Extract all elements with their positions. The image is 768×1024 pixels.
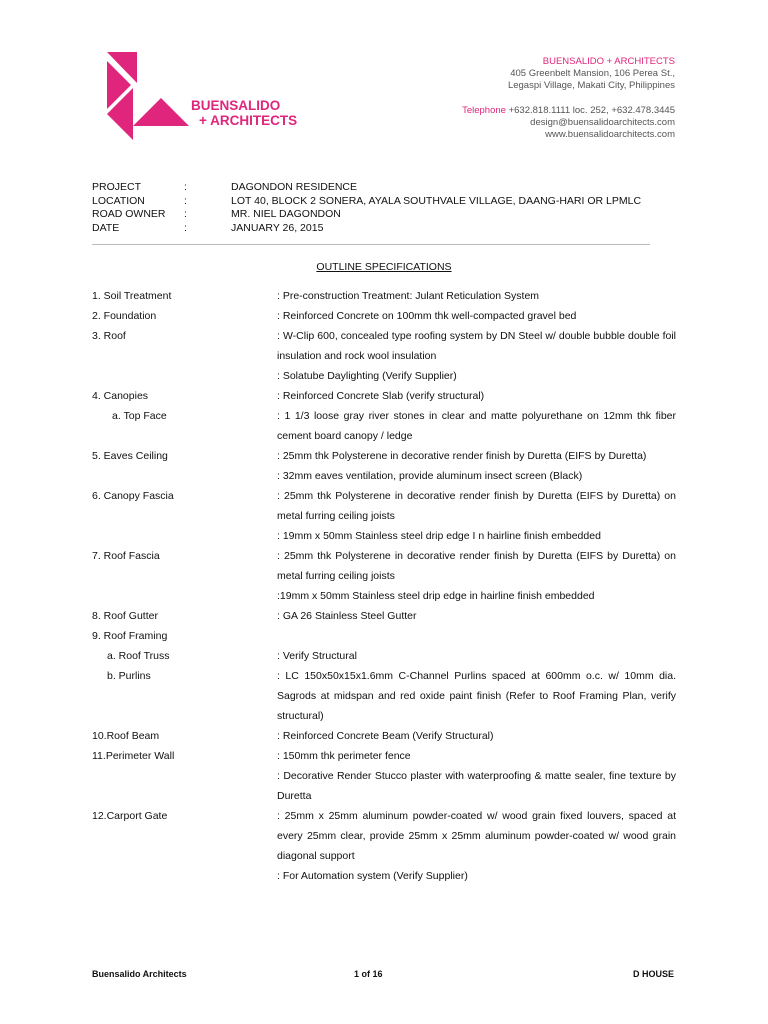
spec-label: a. Top Face (112, 410, 167, 422)
spec-desc: : For Automation system (Verify Supplier) (277, 870, 468, 882)
spec-row (92, 866, 676, 886)
firm-address-line1: 405 Greenbelt Mansion, 106 Perea St., (510, 68, 675, 80)
spec-desc: : 19mm x 50mm Stainless steel drip edge I n hairline finish embedded (277, 530, 601, 542)
spec-label: 10.Roof Beam (92, 730, 160, 742)
info-key: LOCATION (92, 194, 145, 207)
logo-text-line2: + ARCHITECTS (199, 113, 298, 128)
spec-label: a. Roof Truss (107, 650, 170, 662)
firm-address-line2: Legaspi Village, Makati City, Philippines (507, 80, 675, 92)
logo-text-line1: BUENSALIDO (191, 98, 281, 113)
spec-row (92, 666, 676, 726)
firm-telephone (355, 105, 675, 117)
spec-row (92, 586, 676, 606)
info-colon: : (184, 221, 187, 234)
firm-website[interactable]: www.buensalidoarchitects.com (545, 129, 675, 141)
spec-row (92, 286, 676, 306)
spec-label: 7. Roof Fascia (92, 550, 160, 562)
spec-row (92, 306, 676, 326)
info-colon: : (184, 194, 187, 207)
spec-label: b. Purlins (107, 670, 151, 682)
company-logo (107, 52, 307, 144)
spec-label: 5. Eaves Ceiling (92, 450, 168, 462)
divider (92, 244, 650, 245)
spec-row (92, 606, 676, 626)
spec-desc: : 25mm thk Polysterene in decorative render finish by Duretta (EIFS by Duretta) on metal furring ceiling joists (277, 550, 676, 582)
telephone-number: +632.818.1111 loc. 252, +632.478.3445 (508, 104, 675, 116)
spec-title: OUTLINE SPECIFICATIONS (316, 261, 452, 273)
spec-label: 9. Roof Framing (92, 630, 168, 642)
info-value: LOT 40, BLOCK 2 SONERA, AYALA SOUTHVALE VILLAGE, DAANG-HARI OR LPMLC (231, 194, 642, 207)
spec-desc: : 32mm eaves ventilation, provide aluminum insect screen (Black) (277, 470, 583, 482)
spec-row (92, 766, 676, 806)
spec-row (92, 526, 676, 546)
spec-desc: : 25mm x 25mm aluminum powder-coated w/ wood grain fixed louvers, spaced at every 25mm clear, provide 25mm x 25mm aluminum powder-coated w/ wood grain diagonal support (277, 810, 676, 862)
spec-desc: : 25mm thk Polysterene in decorative render finish by Duretta (EIFS by Duretta) on metal furring ceiling joists (277, 490, 676, 522)
spec-label: 11.Perimeter Wall (92, 750, 175, 762)
spec-desc: : W-Clip 600, concealed type roofing system by DN Steel w/ double bubble double foil insulation and rock wool insulation (277, 330, 676, 362)
spec-row (92, 626, 676, 646)
spec-desc: :19mm x 50mm Stainless steel drip edge in hairline finish embedded (277, 590, 595, 602)
spec-desc: : Reinforced Concrete Beam (Verify Structural) (277, 730, 494, 742)
spec-row (92, 326, 676, 366)
spec-desc: : 150mm thk perimeter fence (277, 750, 411, 762)
info-key: PROJECT (92, 181, 142, 193)
footer-page-number: 1 of 16 (354, 969, 383, 979)
firm-name: BUENSALIDO + ARCHITECTS (542, 56, 675, 67)
footer-left: Buensalido Architects (92, 969, 187, 979)
spec-desc: : 1 1/3 loose gray river stones in clear and matte polyurethane on 12mm thk fiber cement board canopy / ledge (277, 410, 676, 442)
spec-label: 4. Canopies (92, 390, 149, 402)
spec-desc: : GA 26 Stainless Steel Gutter (277, 610, 417, 622)
spec-row (92, 546, 676, 586)
spec-desc: : 25mm thk Polysterene in decorative render finish by Duretta (EIFS by Duretta) (277, 450, 647, 462)
spec-desc: : Reinforced Concrete on 100mm thk well-compacted gravel bed (277, 310, 577, 322)
spec-row (92, 746, 676, 766)
firm-email[interactable]: design@buensalidoarchitects.com (530, 116, 675, 128)
spec-row (92, 726, 676, 746)
spec-desc: : Decorative Render Stucco plaster with waterproofing & matte sealer, fine texture by Duretta (277, 770, 676, 802)
spec-label: 12.Carport Gate (92, 810, 168, 822)
spec-row (92, 806, 676, 866)
spec-label: 2. Foundation (92, 310, 157, 322)
info-key: ROAD OWNER (92, 208, 166, 220)
spec-row (92, 446, 676, 466)
firm-contact-block (355, 56, 675, 141)
spec-row (92, 466, 676, 486)
spec-desc: : Reinforced Concrete Slab (verify structural) (277, 390, 485, 402)
spec-row (92, 366, 676, 386)
info-colon: : (184, 181, 187, 193)
spec-desc: : Verify Structural (277, 650, 357, 662)
info-colon: : (184, 208, 187, 220)
spec-row (92, 486, 676, 526)
info-value: DAGONDON RESIDENCE (231, 181, 358, 193)
info-value: JANUARY 26, 2015 (231, 221, 324, 234)
info-key: DATE (92, 221, 120, 234)
spec-label: 6. Canopy Fascia (92, 490, 174, 502)
spec-row (92, 646, 676, 666)
spec-label: 1. Soil Treatment (92, 290, 172, 302)
spec-list (92, 286, 676, 886)
info-value: MR. NIEL DAGONDON (231, 208, 341, 220)
spec-row (92, 406, 676, 446)
spec-label: 3. Roof (92, 330, 126, 342)
footer-right: D HOUSE (633, 969, 675, 979)
spec-desc: : Pre-construction Treatment: Julant Reticulation System (277, 290, 540, 302)
telephone-label: Telephone (462, 104, 506, 116)
spec-label: 8. Roof Gutter (92, 610, 158, 622)
spec-desc: : LC 150x50x15x1.6mm C-Channel Purlins spaced at 600mm o.c. w/ 10mm dia. Sagrods at midspan and red oxide paint finish (Refer to Roof Framing Plan, verify structural) (277, 670, 676, 722)
spec-row (92, 386, 676, 406)
spec-desc: : Solatube Daylighting (Verify Supplier) (277, 370, 457, 382)
